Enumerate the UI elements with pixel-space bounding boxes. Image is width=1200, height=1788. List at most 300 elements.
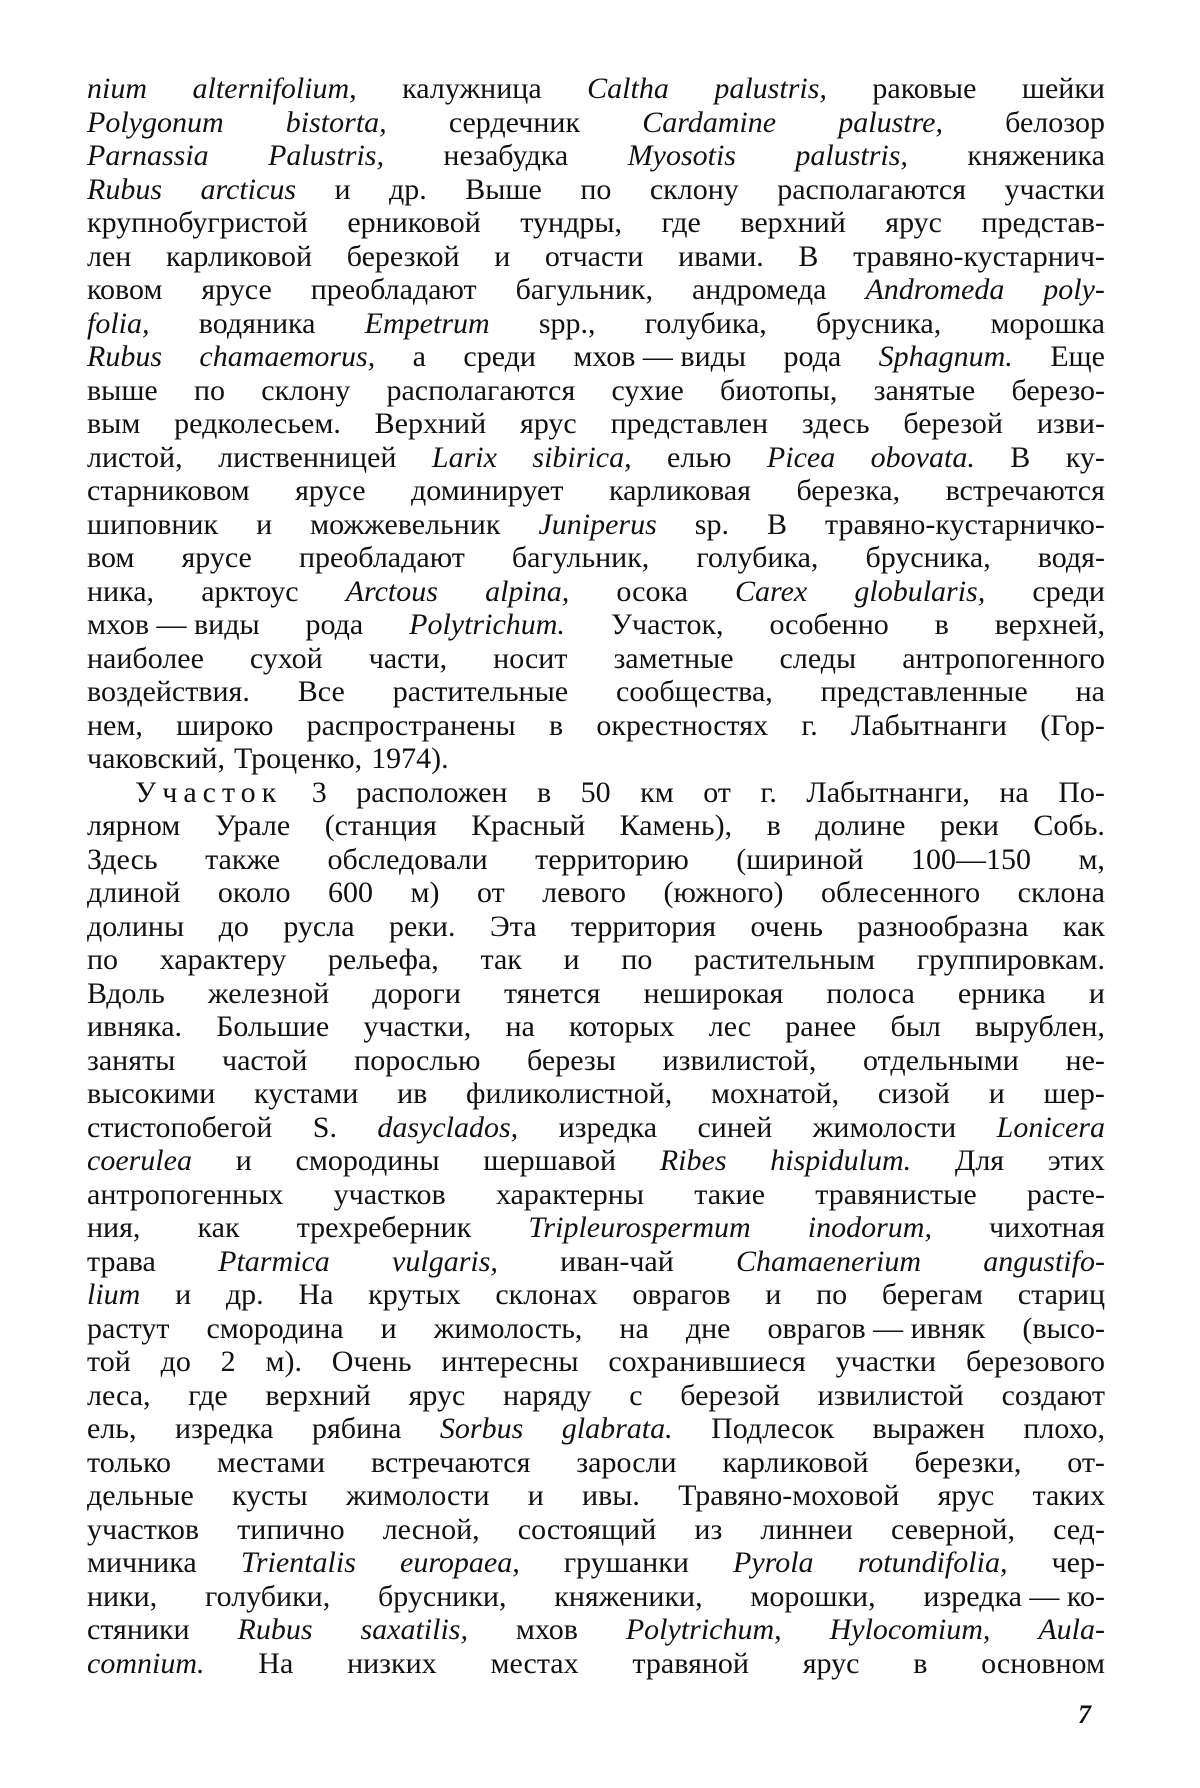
word: располагаются: [777, 172, 967, 206]
word: местах: [490, 1646, 579, 1680]
word: на: [1075, 675, 1105, 708]
word: 2: [220, 1345, 236, 1378]
word: изви-: [1036, 407, 1105, 440]
text-line: [87, 709, 1105, 743]
word: берегам: [881, 1278, 984, 1311]
word: sp.: [694, 507, 729, 541]
word: сед-: [1053, 1512, 1105, 1546]
word: представленные: [820, 675, 1028, 708]
word: травянистые: [815, 1177, 977, 1211]
word: и: [334, 172, 351, 206]
word: извилистой: [817, 1378, 964, 1412]
word: березка,: [796, 474, 901, 507]
word: брусника,: [865, 541, 991, 574]
word: карликовой: [722, 1445, 869, 1479]
word: багульник,: [515, 273, 653, 306]
latin-term: Ribes: [659, 1144, 727, 1177]
word: дельные: [87, 1479, 194, 1512]
text-line: [87, 943, 1105, 977]
word: арктоус: [201, 574, 299, 608]
text-line: [87, 407, 1105, 441]
text-line: [87, 374, 1105, 408]
text-line: [87, 1178, 1105, 1212]
word: (высо-: [1022, 1311, 1105, 1345]
latin-term: Aula-: [1038, 1613, 1105, 1646]
latin-term: Tripleurospermum: [528, 1211, 751, 1244]
word: до: [218, 909, 249, 943]
latin-term: Larix: [431, 440, 497, 474]
word: по: [580, 172, 612, 206]
word: располагаются: [386, 373, 576, 407]
word: участки: [835, 1345, 937, 1378]
word: линнеи: [760, 1512, 853, 1546]
word: березки,: [914, 1445, 1022, 1479]
latin-term: Arctous: [345, 574, 438, 608]
word: заняты: [87, 1043, 176, 1077]
word: расте-: [1026, 1177, 1105, 1211]
latin-term: Trientalis: [240, 1546, 356, 1579]
word: ерника: [957, 976, 1046, 1010]
word: иван-чай: [560, 1244, 674, 1278]
word: и: [563, 943, 580, 976]
word: травяно-кустарнич-: [853, 239, 1105, 273]
word: ранее: [785, 1010, 857, 1043]
text-line: [87, 1211, 1105, 1245]
word: др.: [225, 1278, 264, 1311]
text-line: [87, 1077, 1105, 1111]
word: среди: [463, 340, 536, 373]
latin-term: palustris,: [795, 139, 908, 172]
text-line: [87, 910, 1105, 944]
word: плохо,: [1023, 1412, 1105, 1445]
word: типично: [237, 1512, 345, 1546]
word: чер-: [1051, 1546, 1105, 1579]
word: морошка: [990, 306, 1105, 340]
word: той: [87, 1345, 131, 1378]
text-line: [87, 977, 1105, 1011]
word: только: [87, 1445, 172, 1479]
word: в: [536, 775, 552, 809]
latin-term: Empetrum: [364, 306, 490, 340]
word: а: [412, 340, 426, 373]
word: княженики,: [554, 1579, 703, 1613]
word: левого: [542, 876, 626, 909]
text-line: [87, 340, 1105, 374]
word: лярном: [87, 809, 181, 842]
word: брусники,: [378, 1579, 507, 1613]
word: 3: [311, 775, 327, 809]
word: территория: [571, 909, 717, 943]
word: ярусе: [181, 541, 252, 574]
word: листой,: [87, 440, 183, 474]
latin-term: palustre,: [838, 105, 943, 139]
word: Лабытнанги,: [806, 775, 970, 809]
word: изредка: [558, 1110, 658, 1144]
word: наряду: [503, 1378, 592, 1412]
word: разнообразна: [857, 909, 1029, 943]
word: дороги: [372, 976, 461, 1010]
text-line: [87, 642, 1105, 676]
word: березового: [965, 1345, 1105, 1378]
page-number: 7: [1078, 1700, 1091, 1729]
word: оврагов — ивняк: [767, 1311, 986, 1345]
text-line: [87, 1245, 1105, 1279]
latin-term: nium: [87, 72, 147, 105]
word: 600: [328, 876, 374, 909]
word: лес: [708, 1010, 752, 1043]
word: растут: [87, 1311, 170, 1345]
word: особенно: [769, 608, 889, 641]
latin-term: Carex: [735, 574, 808, 608]
text-line: [87, 508, 1105, 542]
text-line: [87, 541, 1105, 575]
word: вым: [87, 407, 141, 440]
word: и: [175, 1278, 192, 1311]
latin-term: Juniperus: [538, 507, 657, 541]
word: Очень: [331, 1345, 412, 1378]
word: В: [798, 239, 819, 273]
word: представлен: [610, 407, 769, 440]
latin-term: dasyclados,: [377, 1110, 519, 1144]
word: 50: [580, 775, 611, 809]
latin-term: poly-: [1043, 273, 1105, 306]
word: стариц: [1017, 1278, 1105, 1311]
word: вырублен,: [975, 1010, 1105, 1043]
word: (станция: [324, 809, 437, 842]
text-line: [87, 1546, 1105, 1580]
word: мхов: [515, 1613, 578, 1646]
latin-term: rotundifolia,: [857, 1546, 1008, 1579]
word: длиной: [87, 876, 181, 909]
word: калужница: [402, 72, 542, 105]
word: сохранившиеся: [608, 1345, 806, 1378]
word: По-: [1058, 775, 1105, 809]
word: лен: [87, 239, 132, 273]
latin-term: alpina,: [485, 574, 570, 608]
latin-term: saxatilis,: [360, 1613, 468, 1646]
section-label: Участок: [135, 775, 283, 809]
latin-term: Sorbus: [439, 1412, 524, 1445]
word: м).: [265, 1345, 302, 1378]
word: г.: [760, 775, 777, 809]
word: старниковом: [87, 474, 250, 507]
word: Для: [954, 1144, 1005, 1177]
latin-term: Chamaenerium: [736, 1244, 922, 1278]
word: Эта: [489, 909, 537, 943]
word: вом: [87, 541, 135, 574]
word: мичника: [87, 1546, 197, 1579]
word: так: [480, 943, 522, 976]
word: облесенного: [820, 876, 981, 909]
word: по: [816, 1278, 848, 1311]
word: брусника,: [816, 306, 942, 340]
word: багульник,: [511, 541, 650, 574]
word: лиственницей: [218, 440, 397, 474]
word: (южного): [663, 876, 784, 909]
text-line: [87, 1144, 1105, 1178]
word: жимолость,: [433, 1311, 583, 1345]
latin-term: Picea: [766, 440, 836, 474]
word: представ-: [981, 206, 1105, 239]
latin-term: Caltha: [587, 72, 669, 105]
word: Подлесок: [711, 1412, 835, 1445]
word: Троценко,: [233, 742, 363, 775]
word: 100—150: [910, 842, 1031, 876]
word: жимолости: [345, 1479, 490, 1512]
latin-term: Pyrola: [733, 1546, 814, 1579]
word: рябина: [311, 1412, 402, 1445]
word: Травяно-моховой: [678, 1479, 900, 1512]
word: рельефа,: [327, 943, 439, 976]
text-line: [87, 608, 1105, 642]
word: характерны: [495, 1177, 645, 1211]
word: Еще: [1050, 340, 1105, 373]
word: ку-: [1065, 440, 1105, 474]
word: от-: [1067, 1445, 1105, 1479]
word: как: [1062, 909, 1105, 943]
word: леса,: [87, 1378, 151, 1412]
word: Красный: [471, 809, 586, 842]
text-line: [87, 1111, 1105, 1145]
word: ника,: [87, 574, 155, 608]
word: растительные: [392, 675, 569, 708]
latin-term: Hylocomium,: [829, 1613, 991, 1646]
word: Урале: [214, 809, 291, 842]
word: км: [640, 775, 674, 809]
word: ярус: [408, 1378, 466, 1412]
word: встречаются: [945, 474, 1105, 507]
word: высокими: [87, 1077, 216, 1110]
word: В: [766, 507, 787, 541]
word: до: [160, 1345, 191, 1378]
word: Собь.: [1033, 809, 1105, 842]
latin-term: comnium.: [87, 1646, 205, 1680]
word: участков: [87, 1512, 200, 1546]
word: S.: [312, 1110, 337, 1144]
word: белозор: [1005, 105, 1105, 139]
word: где: [661, 206, 701, 239]
word: выше: [87, 373, 158, 407]
text-line: [87, 876, 1105, 910]
latin-term: Sphagnum.: [878, 340, 1013, 373]
word: отчасти: [544, 239, 644, 273]
word: травяной: [632, 1646, 749, 1680]
word: воздействия.: [87, 675, 250, 708]
word: из: [694, 1512, 723, 1546]
text-line: [87, 675, 1105, 709]
word: рода: [783, 340, 842, 373]
word: с: [629, 1378, 643, 1412]
latin-term: coerulea: [87, 1144, 192, 1177]
word: участков: [333, 1177, 446, 1211]
word: которых: [569, 1010, 675, 1043]
word: стяники: [87, 1613, 190, 1646]
text-line: [87, 1613, 1105, 1647]
word: в: [913, 1646, 928, 1680]
word: жимолости: [812, 1110, 957, 1144]
word: таких: [1032, 1479, 1105, 1512]
latin-term: Palustris,: [268, 139, 384, 172]
word: 1974).: [371, 742, 449, 775]
word: м): [410, 876, 440, 909]
word: Большие: [216, 1010, 330, 1043]
word: голубика,: [644, 306, 767, 340]
word: верхний: [740, 206, 846, 239]
latin-term: angustifo-: [983, 1244, 1105, 1278]
latin-term: sibirica,: [532, 440, 632, 474]
text-line: [87, 1345, 1105, 1379]
word: тянется: [503, 976, 601, 1010]
word: ив: [397, 1077, 428, 1110]
latin-term: alternifolium,: [192, 72, 357, 105]
word: наиболее: [87, 641, 204, 675]
word: карликовая: [608, 474, 751, 507]
text-line: [87, 1278, 1105, 1312]
word: березы: [527, 1043, 616, 1077]
word: от: [703, 775, 731, 809]
word: этих: [1047, 1144, 1105, 1177]
word: кустами: [254, 1077, 359, 1110]
word: (Гор-: [1040, 708, 1105, 742]
word: характеру: [159, 943, 287, 976]
word: широко: [176, 708, 274, 742]
word: Здесь: [87, 842, 158, 876]
word: части,: [368, 641, 448, 675]
word: рода: [305, 608, 364, 641]
word: смородины: [295, 1144, 440, 1177]
word: местами: [216, 1445, 326, 1479]
word: крутых: [368, 1278, 461, 1311]
word: очень: [750, 909, 823, 943]
word: интересны: [441, 1345, 579, 1378]
word: склонах: [495, 1278, 598, 1311]
word: карликовой: [165, 239, 313, 273]
word: склона: [1017, 876, 1105, 909]
text-line: [87, 1513, 1105, 1547]
word: можжевельник: [310, 507, 501, 541]
latin-term: hispidulum.: [770, 1144, 912, 1177]
word: ники,: [87, 1579, 158, 1613]
text-line: [87, 843, 1105, 877]
word: полоса: [826, 976, 915, 1010]
word: не-: [1065, 1043, 1105, 1077]
word: обследовали: [327, 842, 488, 876]
word: осока: [616, 574, 688, 608]
word: ярусе: [201, 273, 272, 306]
text-line: [87, 240, 1105, 274]
word: В: [1010, 440, 1031, 474]
word: нем,: [87, 708, 143, 742]
page-text-block: [87, 72, 1105, 1680]
latin-term: Rubus: [87, 340, 162, 373]
word: на: [619, 1311, 649, 1345]
word: редколесьем.: [174, 407, 341, 440]
word: и: [235, 1144, 252, 1177]
word: чихотная: [989, 1211, 1105, 1244]
word: березой: [903, 407, 1003, 440]
word: кусты: [231, 1479, 308, 1512]
text-line: [87, 474, 1105, 508]
text-line: [87, 776, 1105, 810]
word: преобладают: [298, 541, 465, 574]
word: стистопобегой: [87, 1110, 273, 1144]
latin-term: lium: [87, 1278, 141, 1311]
word: занятые: [873, 373, 976, 407]
latin-term: Polytrichum.: [409, 608, 565, 641]
word: березо-: [1011, 373, 1105, 407]
word: как: [197, 1211, 240, 1244]
word: шиповник: [87, 507, 219, 541]
word: На: [298, 1278, 334, 1311]
latin-term: obovata.: [870, 440, 975, 474]
latin-term: Polytrichum,: [625, 1613, 782, 1646]
latin-term: Cardamine: [642, 105, 777, 139]
text-line: [87, 1446, 1105, 1480]
word: от: [476, 876, 505, 909]
word: реки: [939, 809, 999, 842]
word: Вдоль: [87, 976, 165, 1010]
word: голубика,: [696, 541, 819, 574]
word: окрестностях: [596, 708, 769, 742]
word: елью: [667, 440, 732, 474]
word: частой: [221, 1043, 308, 1077]
word: березой: [680, 1378, 780, 1412]
word: ярус: [885, 206, 942, 239]
word: группировкам.: [916, 943, 1105, 976]
word: и: [988, 1077, 1005, 1110]
word: ярус: [802, 1646, 860, 1680]
word: шершавой: [483, 1144, 617, 1177]
latin-term: Myosotis: [627, 139, 736, 172]
text-line: [87, 1412, 1105, 1446]
text-line: [87, 139, 1105, 173]
word: и: [494, 239, 511, 273]
word: ния,: [87, 1211, 141, 1244]
word: в: [766, 809, 781, 842]
word: заросли: [576, 1445, 677, 1479]
word: доминирует: [411, 474, 564, 507]
word: филиколистной,: [466, 1077, 673, 1110]
word: ивами.: [678, 239, 764, 273]
word: грушанки: [563, 1546, 689, 1579]
word: северной,: [891, 1512, 1015, 1546]
word: изредка: [174, 1412, 274, 1445]
word: расположен: [356, 775, 508, 809]
word: сухие: [611, 373, 684, 407]
latin-term: inodorum,: [807, 1211, 932, 1244]
word: неширокая: [643, 976, 784, 1010]
word: ель,: [87, 1412, 137, 1445]
word: русла: [283, 909, 355, 943]
word: где: [188, 1378, 228, 1412]
text-line: [87, 307, 1105, 341]
text-line: [87, 1010, 1105, 1044]
text-line: [87, 106, 1105, 140]
word: и: [380, 1311, 397, 1345]
text-line: [87, 1312, 1105, 1346]
word: долины: [87, 909, 185, 943]
word: и: [1088, 976, 1105, 1010]
word: по: [193, 373, 226, 407]
word: лесной,: [382, 1512, 480, 1546]
word: мхов — виды: [573, 340, 747, 373]
text-line: [87, 1647, 1105, 1681]
word: низких: [347, 1646, 437, 1680]
word: водя-: [1037, 541, 1105, 574]
latin-term: Andromeda: [865, 273, 1005, 306]
word: заметные: [613, 641, 734, 675]
word: верхней,: [994, 608, 1105, 641]
